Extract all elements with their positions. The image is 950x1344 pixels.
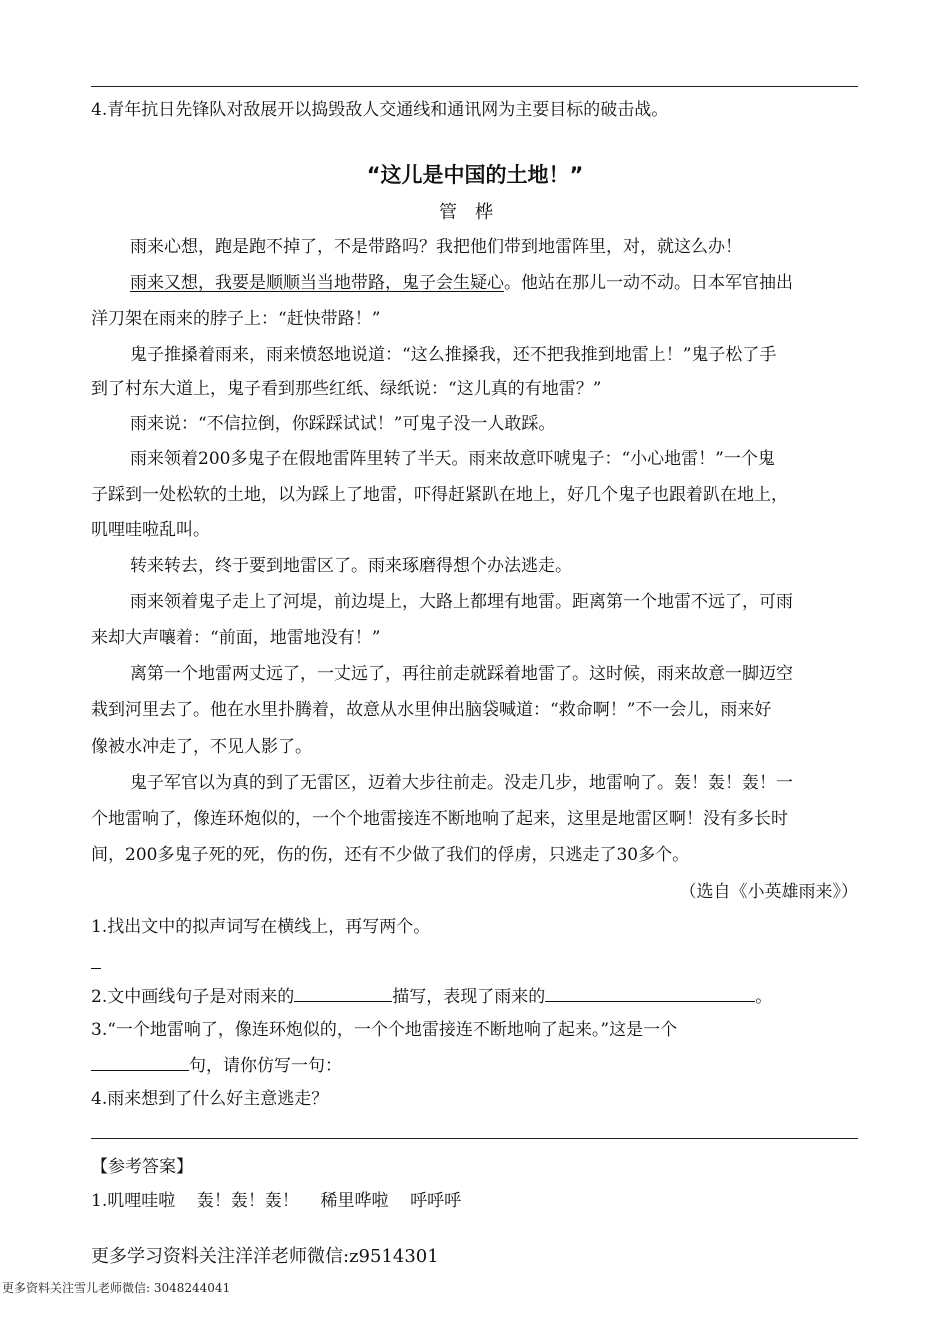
- question-2-part-c: 。: [755, 987, 773, 1007]
- paragraph-6: 转来转去，终于要到地雷区了。雨来琢磨得想个办法逃走。: [130, 556, 572, 576]
- question-3-part-b: 句，请你仿写一句：: [189, 1056, 342, 1076]
- underlined-sentence: 雨来又想，我要是顺顺当当地带路，鬼子会生疑心: [130, 273, 504, 293]
- answer-blank-sentence-type: [91, 1052, 189, 1071]
- article-author: 管桦: [439, 202, 511, 223]
- answer-blank-short: [91, 968, 101, 969]
- question-3-line-2: [91, 1052, 861, 1079]
- question-3-line-1: 3.“一个地雷响了，像连环炮似的，一个个地雷接连不断地响了起来。”这是一个: [91, 1020, 678, 1040]
- paragraph-5-line-1: 雨来领着200多鬼子在假地雷阵里转了半天。雨来故意吓唬鬼子：“小心地雷！”一个鬼: [130, 449, 775, 469]
- answers-divider: [91, 1138, 858, 1139]
- paragraph-7-line-1: 雨来领着鬼子走上了河堤，前边堤上，大路上都埋有地雷。距离第一个地雷不远了，可雨: [130, 592, 793, 612]
- article-title: “这儿是中国的土地！”: [366, 163, 584, 187]
- paragraph-8-line-2: 栽到河里去了。他在水里扑腾着，故意从水里伸出脑袋喊道：“救命啊！”不一会儿，雨来好: [91, 700, 772, 720]
- question-2-part-a: 2.文中画线句子是对雨来的: [91, 987, 295, 1007]
- paragraph-2-line-1: [130, 270, 860, 296]
- paragraph-7-line-2: 来却大声嚷着：“前面，地雷地没有！”: [91, 628, 381, 648]
- question-2-part-b: 描写，表现了雨来的: [392, 987, 546, 1007]
- answers-heading: 【参考答案】: [91, 1157, 193, 1177]
- answer-blank-quality: [545, 983, 755, 1002]
- paragraph-4: 雨来说：“不信拉倒，你踩踩试试！”可鬼子没一人敢踩。: [130, 414, 556, 434]
- paragraph-2-rest: 。他站在那儿一动不动。日本军官抽出: [504, 273, 793, 293]
- paragraph-9-line-3: 间，200多鬼子死的死，伤的伤，还有不少做了我们的俘虏，只逃走了30多个。: [91, 845, 690, 865]
- top-divider: [91, 86, 858, 87]
- paragraph-1: 雨来心想，跑是跑不掉了，不是带路吗？我把他们带到地雷阵里，对，就这么办！: [130, 237, 742, 257]
- previous-answer-item-4: 4.青年抗日先锋队对敌展开以捣毁敌人交通线和通讯网为主要目标的破击战。: [91, 100, 669, 120]
- question-2: [91, 983, 861, 1010]
- answer-blank-description-type: [294, 983, 392, 1002]
- paragraph-8-line-1: 离第一个地雷两丈远了，一丈远了，再往前走就踩着地雷了。这时候，雨来故意一脚迈空: [130, 664, 793, 684]
- paragraph-9-line-2: 个地雷响了，像连环炮似的，一个个地雷接连不断地响了起来，这里是地雷区啊！没有多长时: [91, 809, 788, 829]
- paragraph-8-line-3: 像被水冲走了，不见人影了。: [91, 737, 312, 757]
- question-4: 4.雨来想到了什么好主意逃走？: [91, 1089, 329, 1109]
- footer-wechat-note: 更多学习资料关注洋洋老师微信:z9514301: [91, 1246, 439, 1267]
- paragraph-9-line-1: 鬼子军官以为真的到了无雷区，迈着大步往前走。没走几步，地雷响了。轰！轰！轰！一: [130, 773, 793, 793]
- paragraph-2-line-2: 洋刀架在雨来的脖子上：“赶快带路！”: [91, 309, 381, 329]
- paragraph-3-line-1: 鬼子推搡着雨来，雨来愤怒地说道：“这么推搡我，还不把我推到地雷上！”鬼子松了手: [130, 345, 777, 365]
- answer-1: 1.叽哩哇啦 轰！轰！轰！ 稀里哗啦 呼呼呼: [91, 1191, 462, 1211]
- paragraph-3-line-2: 到了村东大道上，鬼子看到那些红纸、绿纸说：“这儿真的有地雷？”: [91, 379, 602, 399]
- paragraph-5-line-2: 子踩到一处松软的土地，以为踩上了地雷，吓得赶紧趴在地上，好几个鬼子也跟着趴在地上，: [91, 485, 788, 505]
- footer-watermark: 更多资料关注雪儿老师微信: 3048244041: [2, 1281, 231, 1295]
- paragraph-5-line-3: 叽哩哇啦乱叫。: [91, 520, 210, 540]
- article-source: （选自《小英雄雨来》）: [679, 882, 858, 902]
- question-1: 1.找出文中的拟声词写在横线上，再写两个。: [91, 917, 431, 937]
